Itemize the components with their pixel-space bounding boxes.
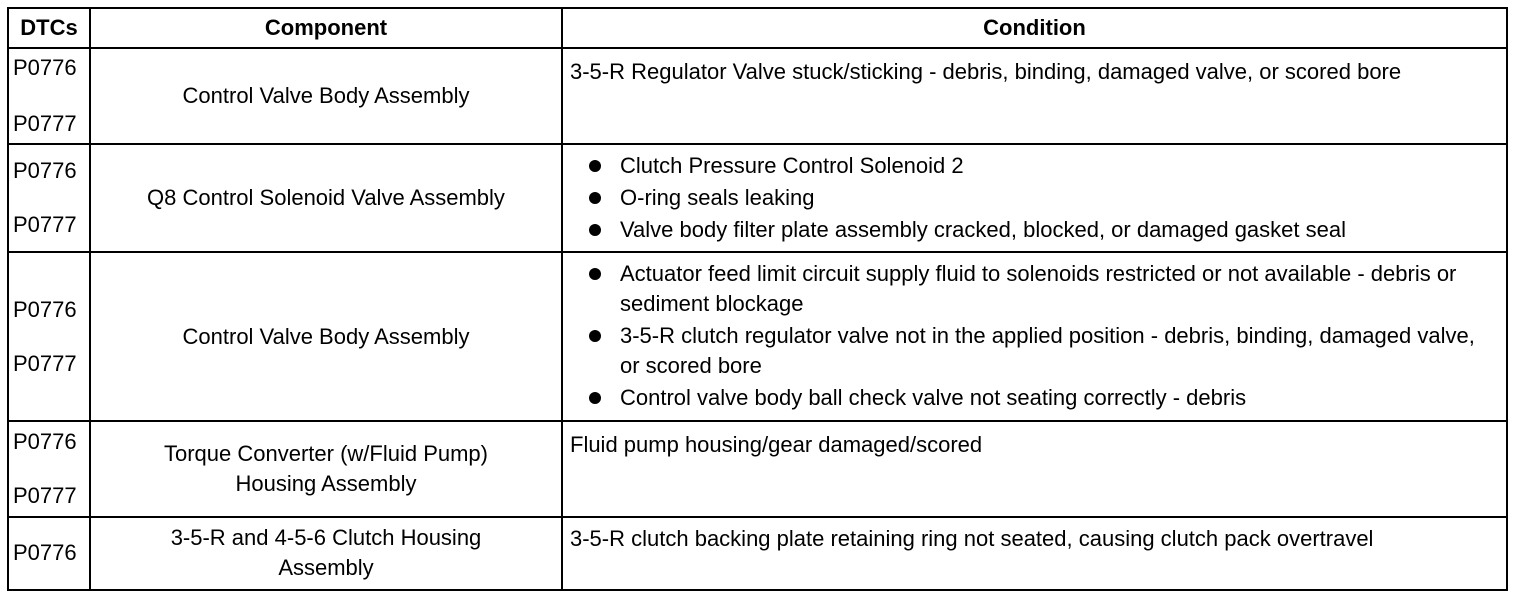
dtc-code: P0776 (13, 158, 77, 184)
header-dtcs: DTCs (8, 8, 90, 48)
dtc-code: P0777 (13, 350, 77, 376)
list-item: O-ring seals leaking (570, 183, 1498, 213)
list-item: Clutch Pressure Control Solenoid 2 (570, 151, 1498, 181)
table-row (8, 252, 1507, 420)
component-cell: Q8 Control Solenoid Valve Assembly (90, 144, 562, 252)
component-cell: Control Valve Body Assembly (90, 252, 562, 420)
table-row (8, 517, 1507, 590)
condition-cell: 3-5-R clutch backing plate retaining ring not seated, causing clutch pack overtravel (562, 517, 1507, 590)
condition-cell (562, 252, 1507, 420)
dtc-cell (8, 144, 90, 252)
condition-cell: 3-5-R Regulator Valve stuck/sticking - debris, binding, damaged valve, or scored bore (562, 48, 1507, 144)
table-row (8, 144, 1507, 252)
dtc-code: P0777 (13, 212, 77, 238)
list-item: Valve body filter plate assembly cracked, blocked, or damaged gasket seal (570, 215, 1498, 245)
dtc-cell (8, 252, 90, 420)
dtc-code: P0776 (13, 55, 77, 81)
component-cell: Torque Converter (w/Fluid Pump) Housing Assembly (90, 421, 562, 517)
condition-cell: Fluid pump housing/gear damaged/scored (562, 421, 1507, 517)
condition-list (570, 151, 1498, 245)
dtc-code: P0777 (13, 482, 77, 508)
condition-list (570, 259, 1476, 413)
condition-cell (562, 144, 1507, 252)
dtc-cell (8, 48, 90, 144)
component-cell: 3-5-R and 4-5-6 Clutch Housing Assembly (90, 517, 562, 590)
component-cell: Control Valve Body Assembly (90, 48, 562, 144)
list-item: Control valve body ball check valve not seating correctly - debris (570, 383, 1476, 413)
dtc-cell (8, 517, 90, 590)
dtc-code: P0776 (13, 540, 77, 566)
dtc-table (7, 7, 1508, 591)
dtc-code: P0777 (13, 111, 77, 137)
dtc-code: P0776 (13, 428, 77, 454)
table-row (8, 48, 1507, 144)
list-item: 3-5-R clutch regulator valve not in the applied position - debris, binding, damaged valve, or scored bore (570, 321, 1476, 381)
dtc-code: P0776 (13, 296, 77, 322)
header-row (8, 8, 1507, 48)
header-condition: Condition (562, 8, 1507, 48)
header-component: Component (90, 8, 562, 48)
table-row (8, 421, 1507, 517)
dtc-cell (8, 421, 90, 517)
list-item: Actuator feed limit circuit supply fluid to solenoids restricted or not available - debris or sediment blockage (570, 259, 1476, 319)
